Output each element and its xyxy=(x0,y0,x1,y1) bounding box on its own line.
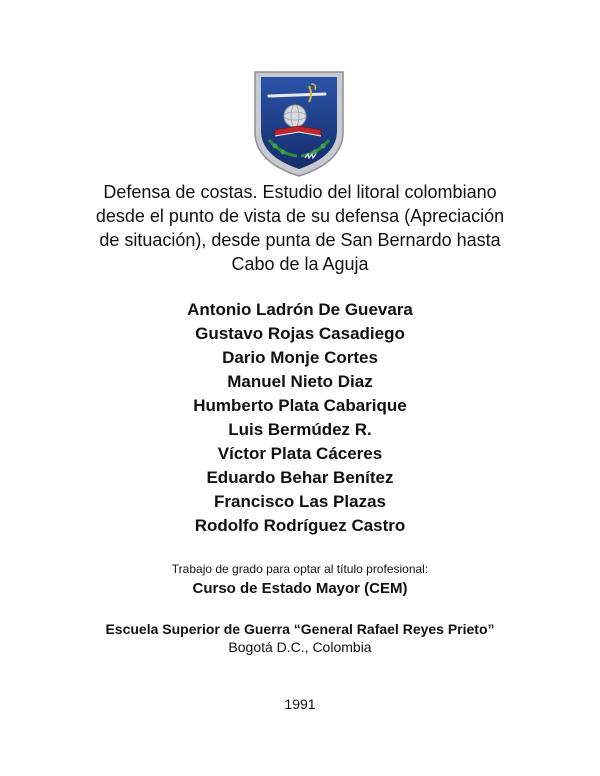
author-name: Francisco Las Plazas xyxy=(214,492,386,511)
author-name: Luis Bermúdez R. xyxy=(228,420,372,439)
publication-year: 1991 xyxy=(284,696,316,712)
author-name: Manuel Nieto Diaz xyxy=(227,372,373,391)
author-name: Rodolfo Rodríguez Castro xyxy=(194,516,406,535)
author-name: Eduardo Behar Benítez xyxy=(206,468,394,487)
author-name: Gustavo Rojas Casadiego xyxy=(195,324,405,343)
school-name: Escuela Superior de Guerra “General Rafael Reyes Prieto” xyxy=(105,621,495,637)
title-line: de situación), desde punta de San Bernardo hasta xyxy=(99,230,501,250)
document-title xyxy=(80,180,520,276)
title-line: Cabo de la Aguja xyxy=(231,254,369,274)
author-name: Humberto Plata Cabarique xyxy=(193,396,407,415)
author-name: Víctor Plata Cáceres xyxy=(217,444,383,463)
author-name: Dario Monje Cortes xyxy=(222,348,378,367)
author-name: Antonio Ladrón De Guevara xyxy=(187,300,413,319)
sword-icon xyxy=(269,94,325,96)
degree-purpose: Trabajo de grado para optar al título profesional: xyxy=(171,562,429,576)
title-line: desde el punto de vista de su defensa (Apreciación xyxy=(95,206,505,226)
city-country: Bogotá D.C., Colombia xyxy=(228,639,372,655)
course-name: Curso de Estado Mayor (CEM) xyxy=(192,580,408,597)
author-list xyxy=(80,298,520,538)
title-line: Defensa de costas. Estudio del litoral colombiano xyxy=(103,182,497,202)
shield-crest-icon xyxy=(251,70,347,178)
globe-icon xyxy=(284,105,306,127)
